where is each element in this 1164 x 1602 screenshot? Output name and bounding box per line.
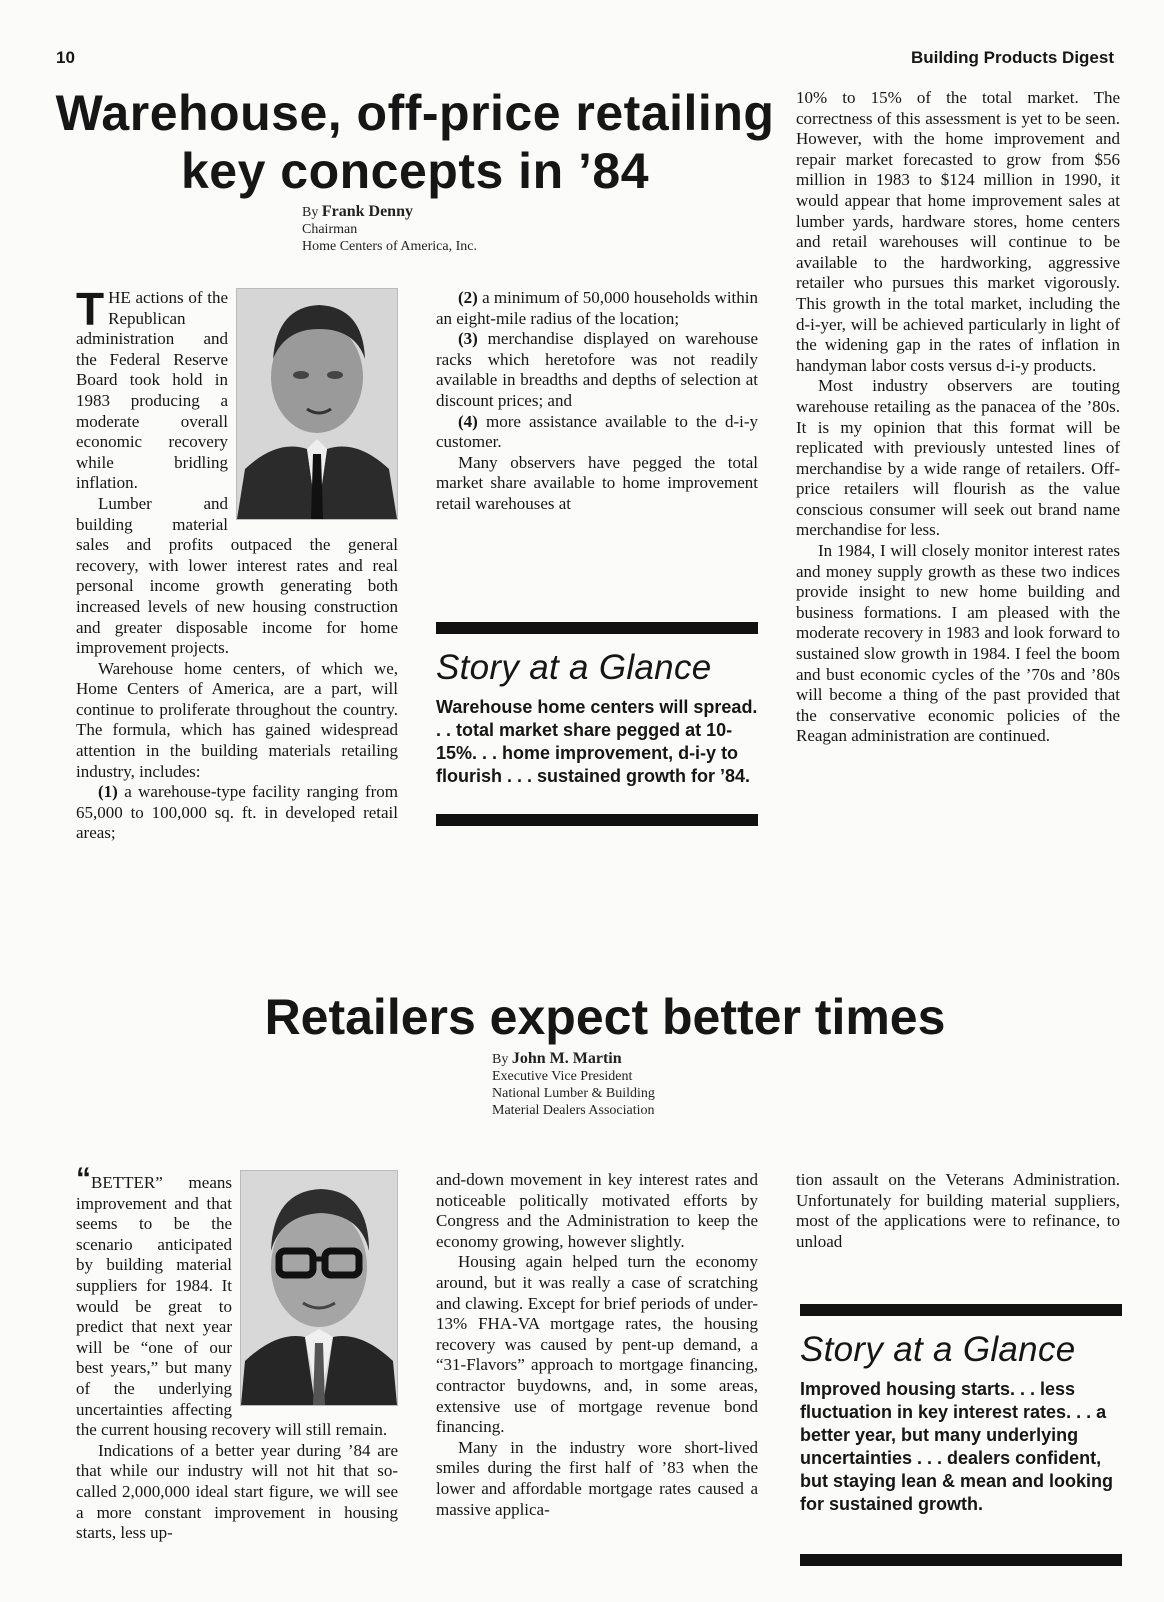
paragraph: Housing again helped turn the economy around, but it was really a case of scratching and clawing. Except for brief periods of under-13% FHA-VA mortgage rates, the housing recovery was caused by pent-up demand, a “31-Flavors” approach to mortgage financing, contractor buydowns, and, in some areas, extensive use of mortgage revenue bond financing.	[436, 1252, 758, 1437]
paragraph: Many in the industry wore short-lived smiles during the first half of ’83 when the lower and affordable mortgage rates caused a massive applica-	[436, 1437, 758, 1519]
paragraph: Warehouse home centers, of which we, Home Centers of America, are a part, will continue to proliferate throughout the country. The formula, which has gained widespread attention in the building materials retailing industry, includes:	[76, 658, 398, 781]
divider-bar	[800, 1304, 1122, 1316]
opening-quote-mark: “	[76, 1162, 91, 1195]
paragraph: tion assault on the Veterans Administration. Unfortunately for building material suppliers, most of the applications were to refinance, to unload	[796, 1170, 1120, 1251]
article2-column1	[76, 1162, 398, 1544]
portrait-image	[237, 289, 397, 519]
portrait-image	[241, 1171, 397, 1405]
paragraph: (3) merchandise displayed on warehouse racks which heretofore was not readily available in breadths and depths of selection at discount prices; and	[436, 329, 758, 410]
article1-column2	[436, 288, 758, 515]
page-number: 10	[56, 48, 75, 67]
glance-title: Story at a Glance	[800, 1330, 1076, 1369]
byline-org: Material Dealers Association	[492, 1103, 655, 1118]
paragraph: Lumber and building material sales and profits outpaced the general recovery, with lower interest rates and real personal income growth generating both increased levels of new housing construction and greater disposable income for home improvement projects.	[76, 493, 398, 658]
article2-headline: Retailers expect better times	[264, 989, 946, 1045]
paragraph: Indications of a better year during ’84 are that while our industry will not hit that so-called 2,000,000 ideal start figure, we will see a more constant improvement in housing starts, less up-	[76, 1440, 398, 1543]
byline-author: John M. Martin	[511, 1050, 622, 1067]
story-at-a-glance-box	[800, 1304, 1122, 1566]
glance-title: Story at a Glance	[436, 648, 712, 687]
article1-column1	[76, 283, 398, 844]
divider-bar	[436, 622, 758, 634]
drop-cap: T	[76, 283, 105, 335]
byline-title: Executive Vice President	[492, 1069, 633, 1084]
paragraph: HE actions of the Republican administration and the Federal Reserve Board took hold in 1983 producing a moderate overall economic recovery while bridling inflation.	[76, 288, 228, 493]
byline-org: Home Centers of America, Inc.	[302, 239, 477, 254]
divider-bar	[800, 1554, 1122, 1566]
byline-by: By	[492, 1052, 512, 1067]
byline-by: By	[302, 205, 322, 220]
paragraph: Most industry observers are touting warehouse retailing as the panacea of the ’80s. It is my opinion that this format will be replicated with previously untested lines of merchandise by a wide range of retailers. Off-price retailers will flourish as the value conscious consumer will seek out brand name merchandise for less.	[796, 376, 1120, 540]
article1-headline: Warehouse, off-price retailing key concepts in ’84	[55, 85, 775, 199]
author-photo	[236, 288, 398, 520]
article2-byline	[492, 1050, 812, 1119]
glance-summary: Improved housing starts. . . less fluctuation in key interest rates. . . a better year, but many underlying uncertainties . . . dealers confident, but staying lean & mean and looking for sustained growth.	[800, 1379, 1114, 1514]
divider-bar	[436, 814, 758, 826]
article1-column3	[796, 88, 1120, 747]
paragraph: (4) more assistance available to the d-i-y customer.	[436, 411, 758, 452]
paragraph: 10% to 15% of the total market. The correctness of this assessment is yet to be seen. However, with the home improvement and repair market forecasted to grow from $56 million in 1983 to $124 million in 1990, it would appear that home improvement sales at lumber yards, hardware stores, home centers and retail warehouses will continue to be available to the hardworking, aggressive retailer who pursues this market vigorously. This growth in the total market, including the d-i-yer, will be achieved particularly in light of the widening gap in the rates of inflation in handyman labor costs versus d-i-y products.	[796, 88, 1120, 375]
author-photo	[240, 1170, 398, 1406]
publication-name: Building Products Digest	[910, 48, 1114, 67]
byline-author: Frank Denny	[321, 203, 413, 220]
glance-summary: Warehouse home centers will spread. . . total market share pegged at 10-15%. . . home improvement, d-i-y to flourish . . . sustained growth for ’84.	[436, 697, 758, 786]
article2-column3	[796, 1170, 1120, 1252]
story-at-a-glance-box	[436, 622, 758, 826]
paragraph: “BETTER” means improvement and that seems to be the scenario anticipated by building material suppliers for 1984. It would be great to predict that next year will be “one of our best years,” but many of the underlying uncertainties affecting the current housing recovery will still remain.	[76, 1162, 388, 1440]
paragraph: (1) a warehouse-type facility ranging from 65,000 to 100,000 sq. ft. in developed retail areas;	[76, 782, 398, 843]
paragraph: and-down movement in key interest rates and noticeable politically motivated efforts by Congress and the Administration to keep the economy growing, however slightly.	[436, 1170, 758, 1251]
byline-title: Chairman	[302, 222, 358, 237]
paragraph: Many observers have pegged the total market share available to home improvement retail warehouses at	[436, 452, 758, 513]
paragraph: In 1984, I will closely monitor interest rates and money supply growth as these two indices provide insight to new home building and business formations. I am pleased with the moderate recovery in 1983 and look forward to sustained slow growth in 1984. I feel the boom and bust economic cycles of the ’70s and ’80s will become a thing of the past provided that the conservative economic policies of the Reagan administration are continued.	[796, 541, 1120, 746]
paragraph: (2) a minimum of 50,000 households within an eight-mile radius of the location;	[436, 288, 758, 328]
byline-org: National Lumber & Building	[492, 1086, 655, 1101]
article1-byline	[302, 203, 622, 255]
article2-column2	[436, 1170, 758, 1520]
